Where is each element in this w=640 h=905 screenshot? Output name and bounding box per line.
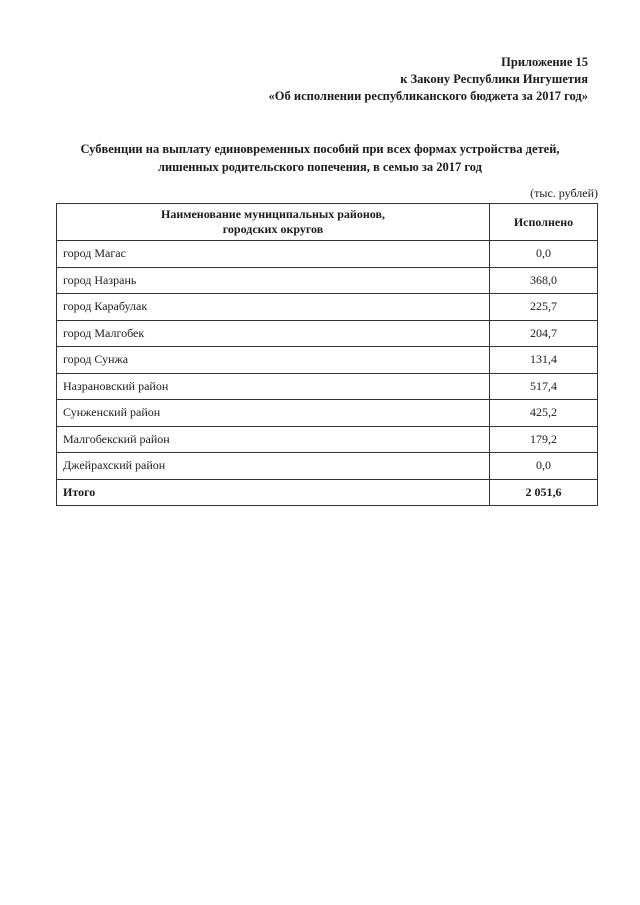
row-name: город Сунжа — [57, 347, 490, 374]
table-row — [57, 453, 598, 480]
column-header-name-line-2: городских округов — [222, 222, 324, 236]
row-name: город Карабулак — [57, 294, 490, 321]
subvention-table — [56, 203, 598, 506]
table-row — [57, 347, 598, 374]
total-label: Итого — [57, 479, 490, 506]
table-row — [57, 400, 598, 427]
table-total-row — [57, 479, 598, 506]
appendix-header — [269, 54, 588, 105]
column-header-name-line-1: Наименование муниципальных районов, — [161, 207, 385, 221]
row-name: Назрановский район — [57, 373, 490, 400]
row-name: Малгобекский район — [57, 426, 490, 453]
row-amount: 517,4 — [490, 373, 598, 400]
row-amount: 0,0 — [490, 241, 598, 268]
row-name: город Малгобек — [57, 320, 490, 347]
units-label: (тыс. рублей) — [530, 186, 598, 200]
document-title — [40, 140, 600, 176]
row-name: Джейрахский район — [57, 453, 490, 480]
row-name: город Магас — [57, 241, 490, 268]
appendix-number: Приложение 15 — [501, 55, 588, 69]
appendix-law-reference: к Закону Республики Ингушетия — [400, 72, 588, 86]
row-amount: 131,4 — [490, 347, 598, 374]
row-amount: 0,0 — [490, 453, 598, 480]
row-name: Сунженский район — [57, 400, 490, 427]
row-amount: 425,2 — [490, 400, 598, 427]
column-header-amount: Исполнено — [490, 204, 598, 241]
total-amount: 2 051,6 — [490, 479, 598, 506]
row-name: город Назрань — [57, 267, 490, 294]
table-row — [57, 320, 598, 347]
table-row — [57, 426, 598, 453]
title-line-2: лишенных родительского попечения, в семью за 2017 год — [157, 160, 483, 174]
row-amount: 204,7 — [490, 320, 598, 347]
column-header-name — [57, 204, 490, 241]
row-amount: 179,2 — [490, 426, 598, 453]
row-amount: 368,0 — [490, 267, 598, 294]
appendix-law-title: «Об исполнении республиканского бюджета за 2017 год» — [268, 89, 588, 103]
table-row — [57, 267, 598, 294]
row-amount: 225,7 — [490, 294, 598, 321]
table-header-row — [57, 204, 598, 241]
table-row — [57, 241, 598, 268]
table-row — [57, 373, 598, 400]
table-row — [57, 294, 598, 321]
title-line-1: Субвенции на выплату единовременных пособий при всех формах устройства детей, — [80, 142, 560, 156]
